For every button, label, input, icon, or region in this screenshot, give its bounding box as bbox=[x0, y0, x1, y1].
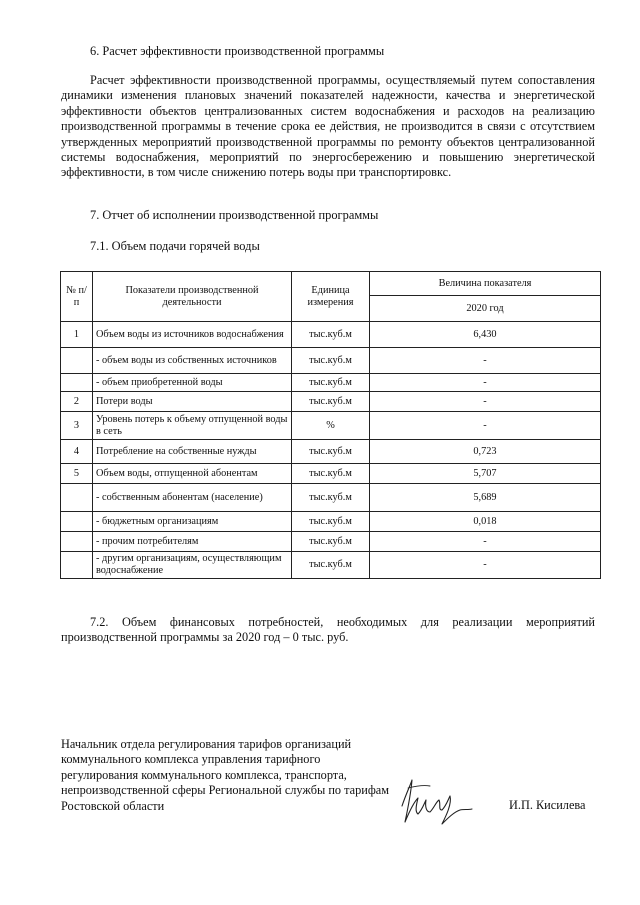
row-unit: тыс.куб.м bbox=[292, 552, 370, 579]
row-unit: тыс.куб.м bbox=[292, 532, 370, 552]
row-num bbox=[61, 348, 93, 374]
row-value: - bbox=[370, 392, 601, 412]
row-indicator: Потребление на собственные нужды bbox=[93, 440, 292, 464]
row-indicator: - объем приобретенной воды bbox=[93, 374, 292, 392]
row-num bbox=[61, 374, 93, 392]
row-unit: тыс.куб.м bbox=[292, 348, 370, 374]
row-unit: % bbox=[292, 412, 370, 440]
row-num: 2 bbox=[61, 392, 93, 412]
table-row bbox=[61, 412, 601, 440]
row-indicator: Объем воды, отпущенной абонентам bbox=[93, 464, 292, 484]
row-num: 5 bbox=[61, 464, 93, 484]
row-unit: тыс.куб.м bbox=[292, 374, 370, 392]
table-row bbox=[61, 464, 601, 484]
row-num bbox=[61, 512, 93, 532]
header-year: 2020 год bbox=[370, 296, 601, 322]
header-num: № п/п bbox=[61, 272, 93, 322]
row-num: 4 bbox=[61, 440, 93, 464]
row-unit: тыс.куб.м bbox=[292, 512, 370, 532]
table-row bbox=[61, 512, 601, 532]
row-unit: тыс.куб.м bbox=[292, 392, 370, 412]
row-value: 5,707 bbox=[370, 464, 601, 484]
handwritten-signature bbox=[396, 776, 476, 828]
row-value: 5,689 bbox=[370, 484, 601, 512]
row-value: 0,723 bbox=[370, 440, 601, 464]
row-num bbox=[61, 552, 93, 579]
row-unit: тыс.куб.м bbox=[292, 440, 370, 464]
row-indicator: - объем воды из собственных источников bbox=[93, 348, 292, 374]
row-indicator: - другим организациям, осуществляющим водоснабжение bbox=[93, 552, 292, 579]
header-unit: Единица измерения bbox=[292, 272, 370, 322]
row-num: 3 bbox=[61, 412, 93, 440]
row-indicator: Уровень потерь к объему отпущенной воды в сеть bbox=[93, 412, 292, 440]
table-row bbox=[61, 348, 601, 374]
row-indicator: Потери воды bbox=[93, 392, 292, 412]
table-row bbox=[61, 392, 601, 412]
row-unit: тыс.куб.м bbox=[292, 484, 370, 512]
row-num: 1 bbox=[61, 322, 93, 348]
header-value: Величина показателя bbox=[370, 272, 601, 296]
table-row bbox=[61, 374, 601, 392]
section-6-paragraph: Расчет эффективности производственной программы, осуществляемый путем сопоставления динамики изменения плановых значений показателей надежности, качества и энергетической эффективности объектов централизованных систем водоснабжения и расходов на реализацию производственной программы в течение срока ее действия, не производится в связи с отсутствием утвержденных мероприятий производственной программы по ремонту объектов централизованной системы водоснабжения, мероприятий по энергосбережению и повышению энергетической эффективности, в том числе снижению потерь воды при транспортировкс. bbox=[61, 73, 595, 180]
water-supply-table bbox=[60, 271, 601, 579]
row-value: 0,018 bbox=[370, 512, 601, 532]
table-row bbox=[61, 552, 601, 579]
row-indicator: - прочим потребителям bbox=[93, 532, 292, 552]
row-value: - bbox=[370, 412, 601, 440]
row-value: 6,430 bbox=[370, 322, 601, 348]
row-unit: тыс.куб.м bbox=[292, 322, 370, 348]
row-indicator: Объем воды из источников водоснабжения bbox=[93, 322, 292, 348]
section-7-2-paragraph: 7.2. Объем финансовых потребностей, необходимых для реализации мероприятий производственной программы за 2020 год – 0 тыс. руб. bbox=[61, 615, 595, 645]
signatory-position: Начальник отдела регулирования тарифов организаций коммунального комплекса управления тарифного регулирования коммунального комплекса, транспорта, непроизводственной сферы Региональной службы по тарифам Ростовской области bbox=[61, 737, 390, 813]
table-row bbox=[61, 322, 601, 348]
table-row bbox=[61, 440, 601, 464]
row-value: - bbox=[370, 552, 601, 579]
header-indicator: Показатели производственной деятельности bbox=[93, 272, 292, 322]
table-row bbox=[61, 532, 601, 552]
table-row bbox=[61, 484, 601, 512]
row-value: - bbox=[370, 348, 601, 374]
row-num bbox=[61, 484, 93, 512]
signatory-name: И.П. Кисилева bbox=[509, 798, 586, 812]
section-7-1-heading: 7.1. Объем подачи горячей воды bbox=[90, 239, 260, 253]
row-value: - bbox=[370, 532, 601, 552]
row-indicator: - бюджетным организациям bbox=[93, 512, 292, 532]
row-unit: тыс.куб.м bbox=[292, 464, 370, 484]
row-indicator: - собственным абонентам (население) bbox=[93, 484, 292, 512]
row-num bbox=[61, 532, 93, 552]
section-6-heading: 6. Расчет эффективности производственной программы bbox=[90, 44, 385, 58]
row-value: - bbox=[370, 374, 601, 392]
section-7-heading: 7. Отчет об исполнении производственной программы bbox=[90, 208, 379, 222]
